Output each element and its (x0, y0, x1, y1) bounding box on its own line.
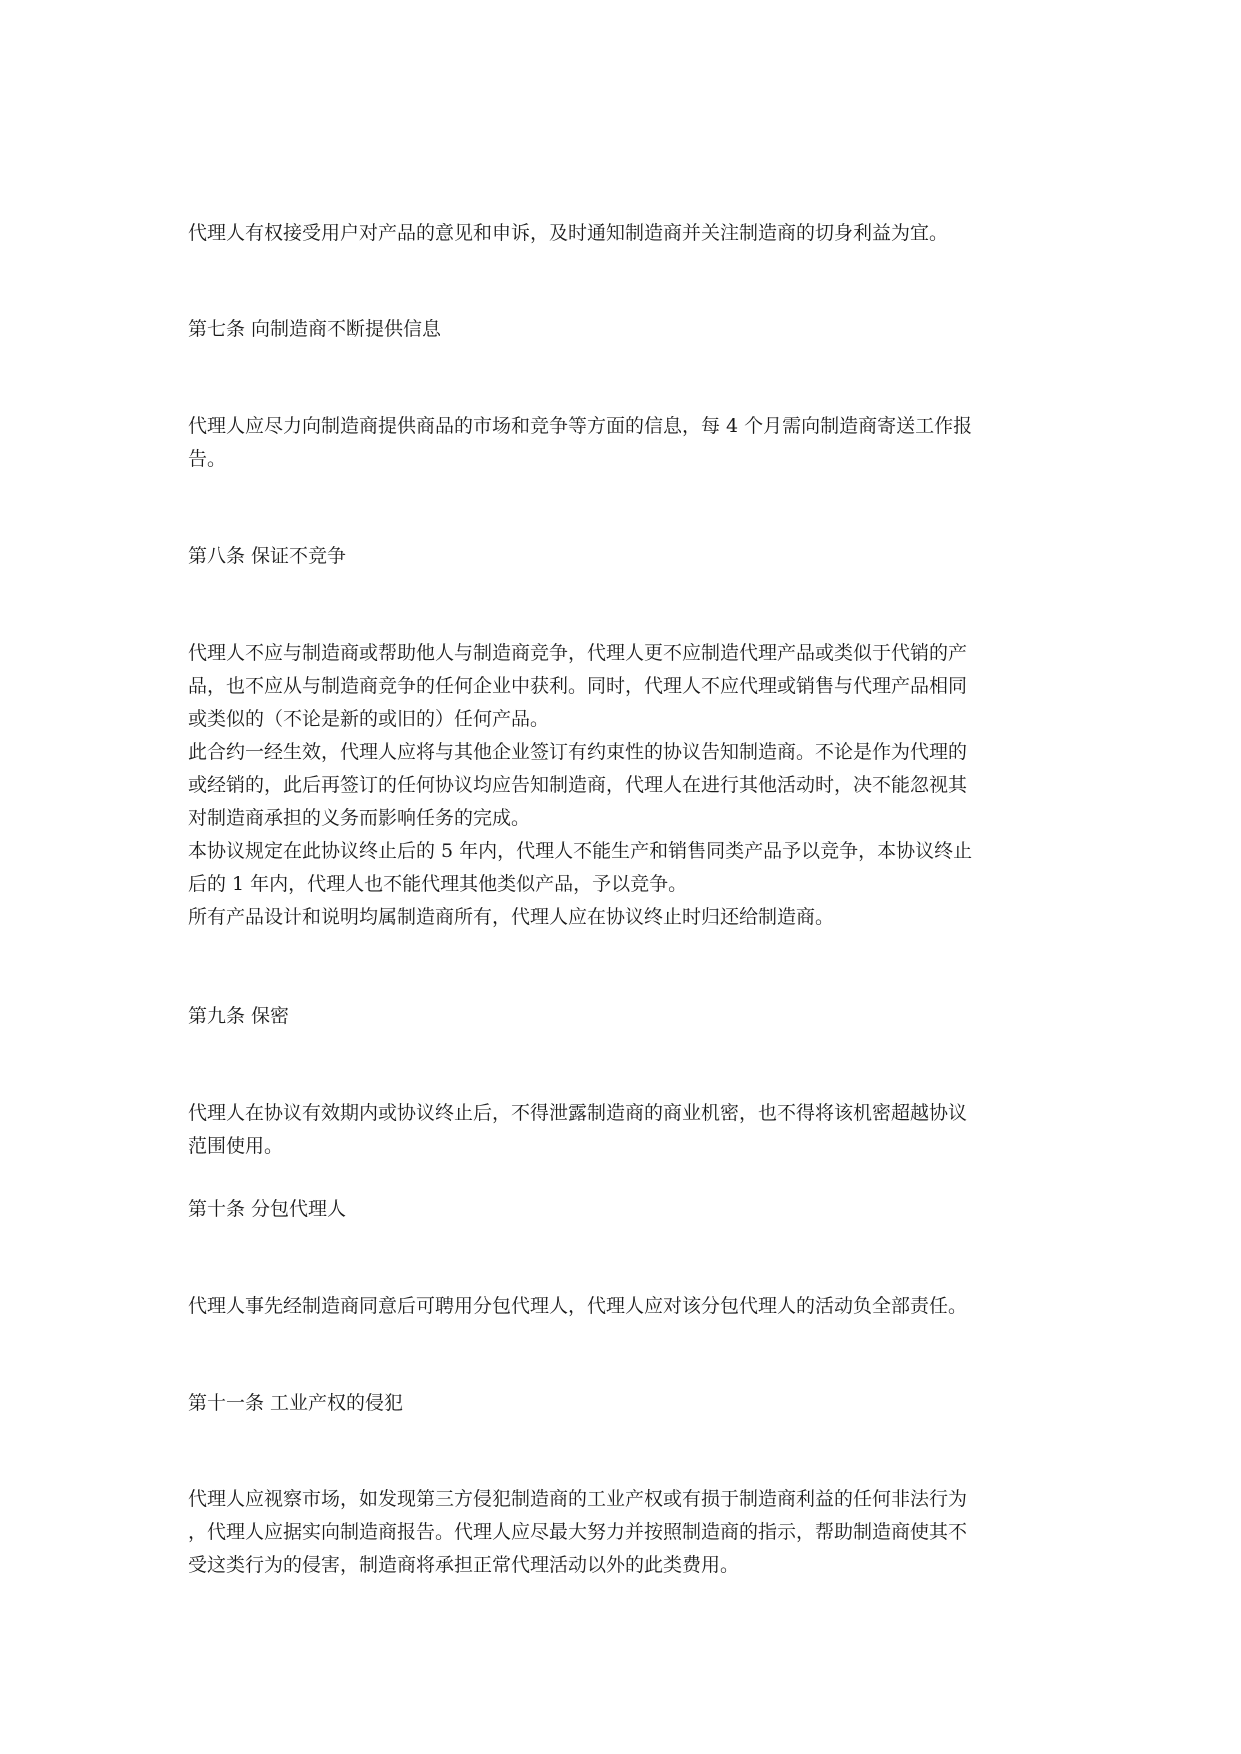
heading-article-11: 第十一条 工业产权的侵犯 (188, 1392, 404, 1414)
text-line: 代理人在协议有效期内或协议终止后，不得泄露制造商的商业机密，也不得将该机密超越协议 (188, 1102, 968, 1124)
text-line: 或经销的，此后再签订的任何协议均应告知制造商，代理人在进行其他活动时，决不能忽视其 (188, 774, 968, 796)
text-line: 告。 (188, 448, 227, 470)
paragraph-article-7 (188, 410, 1058, 476)
heading-article-9: 第九条 保密 (188, 1005, 290, 1027)
heading-article-7: 第七条 向制造商不断提供信息 (188, 318, 442, 340)
text-line: ，代理人应据实向制造商报告。代理人应尽最大努力并按照制造商的指示，帮助制造商使其不 (188, 1521, 968, 1543)
text-line: 代理人事先经制造商同意后可聘用分包代理人，代理人应对该分包代理人的活动负全部责任。 (188, 1295, 968, 1317)
text-line: 所有产品设计和说明均属制造商所有，代理人应在协议终止时归还给制造商。 (188, 906, 835, 928)
text-line: 或类似的（不论是新的或旧的）任何产品。 (188, 708, 550, 730)
text-line: 对制造商承担的义务而影响任务的完成。 (188, 807, 531, 829)
text-line: 此合约一经生效，代理人应将与其他企业签订有约束性的协议告知制造商。不论是作为代理的 (188, 741, 968, 763)
text-line: 代理人不应与制造商或帮助他人与制造商竞争，代理人更不应制造代理产品或类似于代销的产 (188, 642, 968, 664)
text-line: 代理人应尽力向制造商提供商品的市场和竞争等方面的信息，每 4 个月需向制造商寄送工作报 (188, 415, 973, 437)
text-line: 品，也不应从与制造商竞争的任何企业中获利。同时，代理人不应代理或销售与代理产品相同 (188, 675, 968, 697)
heading-article-8: 第八条 保证不竞争 (188, 545, 347, 567)
paragraph-article-11 (188, 1483, 1058, 1582)
paragraph-article-10 (188, 1290, 1058, 1323)
text-line: 受这类行为的侵害，制造商将承担正常代理活动以外的此类费用。 (188, 1554, 740, 1576)
text-line: 范围使用。 (188, 1135, 284, 1157)
paragraph-complaints (188, 217, 1058, 250)
paragraph-article-8 (188, 637, 1058, 934)
text-line: 代理人应视察市场，如发现第三方侵犯制造商的工业产权或有损于制造商利益的任何非法行为 (188, 1488, 968, 1510)
heading-article-10: 第十条 分包代理人 (188, 1198, 347, 1220)
text-line: 后的 1 年内，代理人也不能代理其他类似产品，予以竞争。 (188, 873, 688, 895)
text-line: 本协议规定在此协议终止后的 5 年内，代理人不能生产和销售同类产品予以竞争，本协议终止 (188, 840, 973, 862)
paragraph-article-9 (188, 1097, 1058, 1163)
text-line: 代理人有权接受用户对产品的意见和申诉，及时通知制造商并关注制造商的切身利益为宜。 (188, 222, 949, 244)
